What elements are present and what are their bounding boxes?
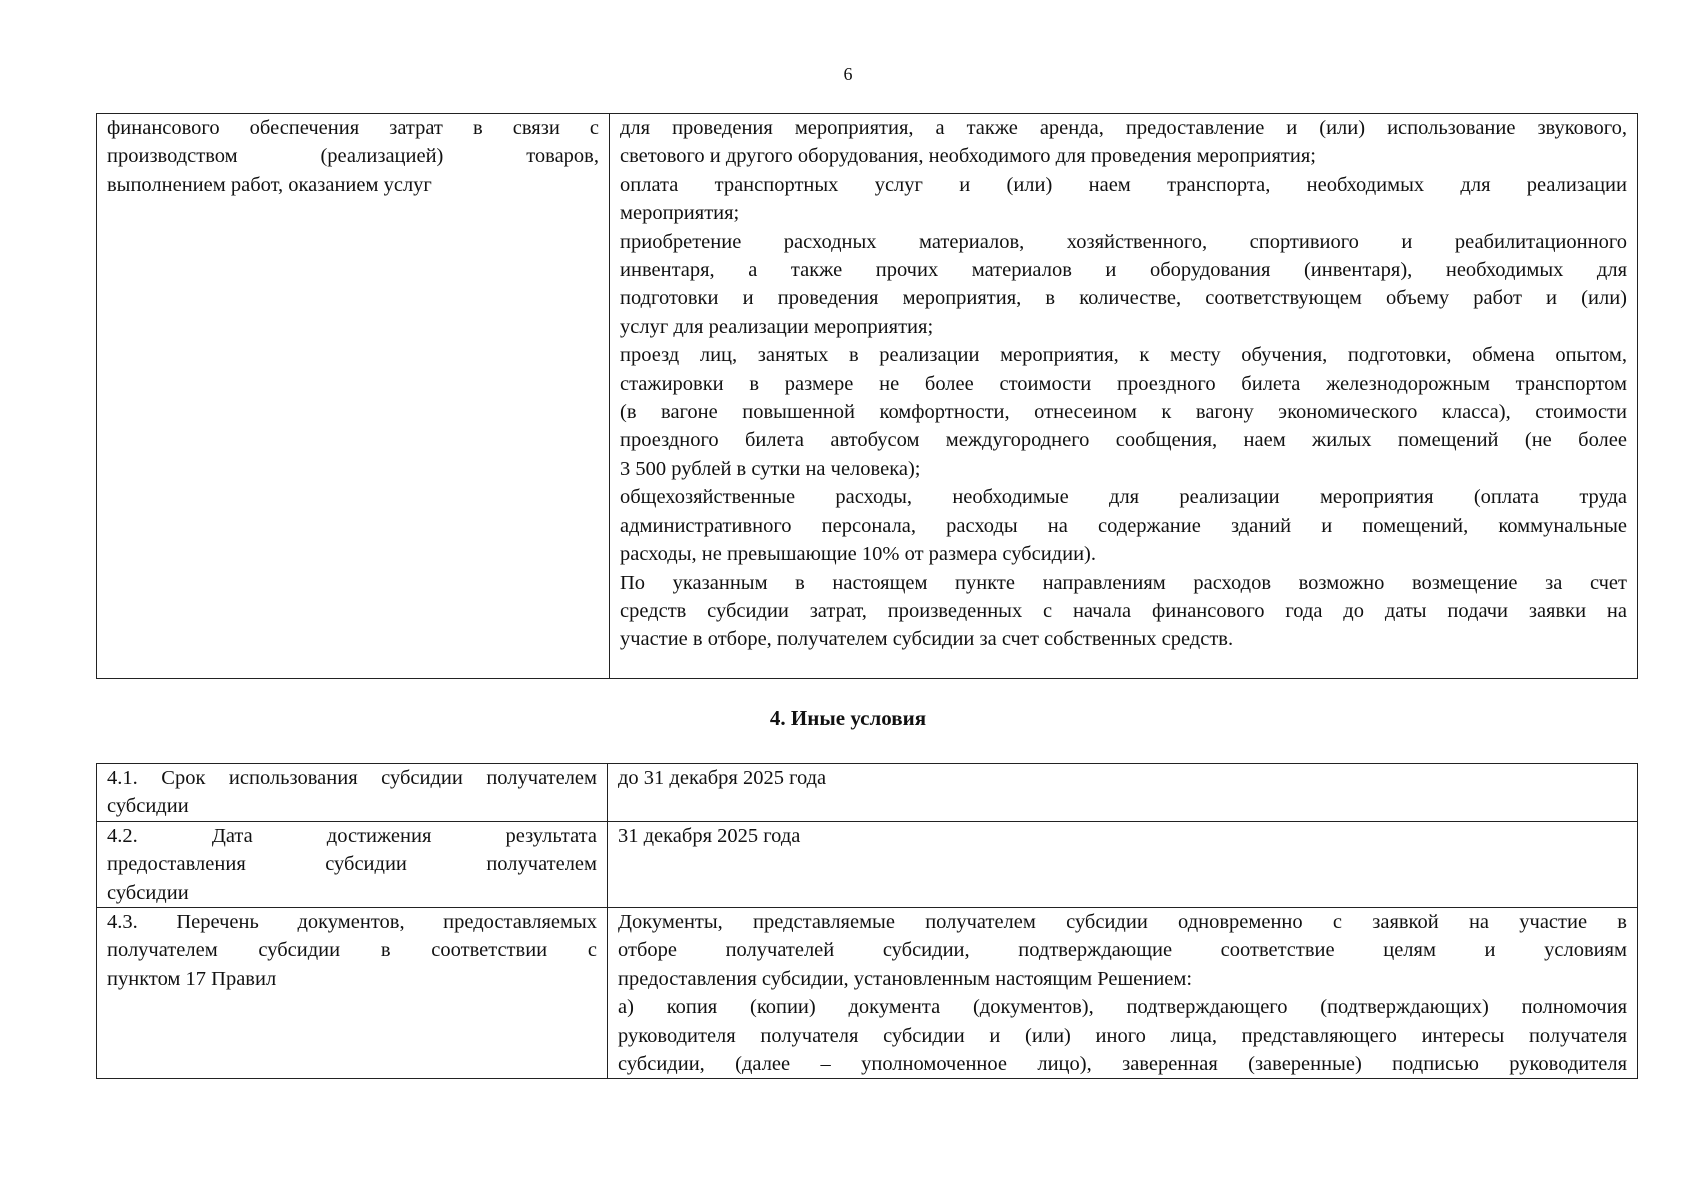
condition-value-cell <box>608 821 1638 907</box>
table-row <box>97 764 1638 822</box>
text-line: выполнением работ, оказанием услуг <box>107 173 432 196</box>
text-line: 31 декабря 2025 года <box>618 824 801 847</box>
expenses-table <box>96 113 1638 679</box>
text-line: 3 500 рублей в сутки на человека); <box>620 457 921 480</box>
text-line: услуг для реализации мероприятия; <box>620 315 934 338</box>
text-line: средств субсидии затрат, произведенных с начала финансового года до даты подачи заявки на <box>620 599 1627 622</box>
other-conditions-table <box>96 763 1638 1079</box>
condition-label-cell <box>97 908 608 1079</box>
text-line: для проведения мероприятия, а также аренда, предоставление и (или) использование звукового, <box>620 117 1627 139</box>
text-line: до 31 декабря 2025 года <box>618 767 827 789</box>
text-line: субсидии <box>107 881 189 904</box>
section-heading: 4. Иные условия <box>769 706 927 730</box>
text-line: По указанным в настоящем пункте направлениям расходов возможно возмещение за счет <box>620 571 1627 594</box>
text-line: 4.3. Перечень документов, предоставляемых <box>107 911 597 934</box>
table-row <box>97 114 1638 679</box>
text-line: предоставления субсидии получателем <box>107 853 597 876</box>
text-line: пунктом 17 Правил <box>107 967 277 990</box>
table-row <box>97 908 1638 1079</box>
text-line: участие в отборе, получателем субсидии за счет собственных средств. <box>620 628 1234 651</box>
text-line: административного персонала, расходы на содержание зданий и помещений, коммунальные <box>620 514 1627 537</box>
text-line: общехозяйственные расходы, необходимые для реализации мероприятия (оплата труда <box>620 486 1627 509</box>
text-line: финансового обеспечения затрат в связи с <box>107 117 599 139</box>
text-line: получателем субсидии в соответствии с <box>107 939 597 962</box>
expense-purpose-cell <box>97 114 610 679</box>
text-line: расходы, не превышающие 10% от размера субсидии). <box>620 543 1097 566</box>
text-line: а) копия (копии) документа (документов), подтверждающего (подтверждающих) полномочия <box>618 996 1627 1019</box>
table-row <box>97 821 1638 907</box>
condition-value-cell <box>608 908 1638 1079</box>
text-line: производством (реализацией) товаров, <box>107 145 599 168</box>
text-line: предоставления субсидии, установленным настоящим Решением: <box>618 967 1193 990</box>
text-line: инвентаря, а также прочих материалов и оборудования (инвентаря), необходимых для <box>620 259 1627 282</box>
text-line: проездного билета автобусом междугороднего сообщения, наем жилых помещений (не более <box>620 429 1627 452</box>
text-line: субсидии <box>107 795 189 818</box>
condition-value-cell <box>608 764 1638 822</box>
text-line: подготовки и проведения мероприятия, в количестве, соответствующем объему работ и (или) <box>620 287 1627 310</box>
text-line: руководителя получателя субсидии и (или) иного лица, представляющего интересы получателя <box>618 1024 1627 1047</box>
text-line: мероприятия; <box>620 202 740 225</box>
text-line: оплата транспортных услуг и (или) наем транспорта, необходимых для реализации <box>620 173 1627 196</box>
condition-label-cell <box>97 821 608 907</box>
text-line: субсидии, (далее – уполномоченное лицо), заверенная (заверенные) подписью руководителя <box>618 1053 1627 1076</box>
text-line: Документы, представляемые получателем субсидии одновременно с заявкой на участие в <box>618 911 1627 934</box>
text-line: (в вагоне повышенной комфортности, отнесеином к вагону экономического класса), стоимости <box>620 401 1627 424</box>
text-line: приобретение расходных материалов, хозяйственного, спортивиого и реабилитационного <box>620 230 1627 253</box>
text-line: 4.1. Срок использования субсидии получателем <box>107 767 597 789</box>
condition-label-cell <box>97 764 608 822</box>
text-line: отборе получателей субсидии, подтверждающие соответствие целям и условиям <box>618 939 1627 962</box>
page-number: 6 <box>843 64 853 84</box>
text-line: 4.2. Дата достижения результата <box>107 824 597 847</box>
expense-directions-cell <box>610 114 1638 679</box>
text-line: проезд лиц, занятых в реализации мероприятия, к месту обучения, подготовки, обмена опытом, <box>620 344 1627 367</box>
text-line: светового и другого оборудования, необходимого для проведения мероприятия; <box>620 145 1316 168</box>
text-line: стажировки в размере не более стоимости проездного билета железнодорожным транспортом <box>620 372 1627 395</box>
